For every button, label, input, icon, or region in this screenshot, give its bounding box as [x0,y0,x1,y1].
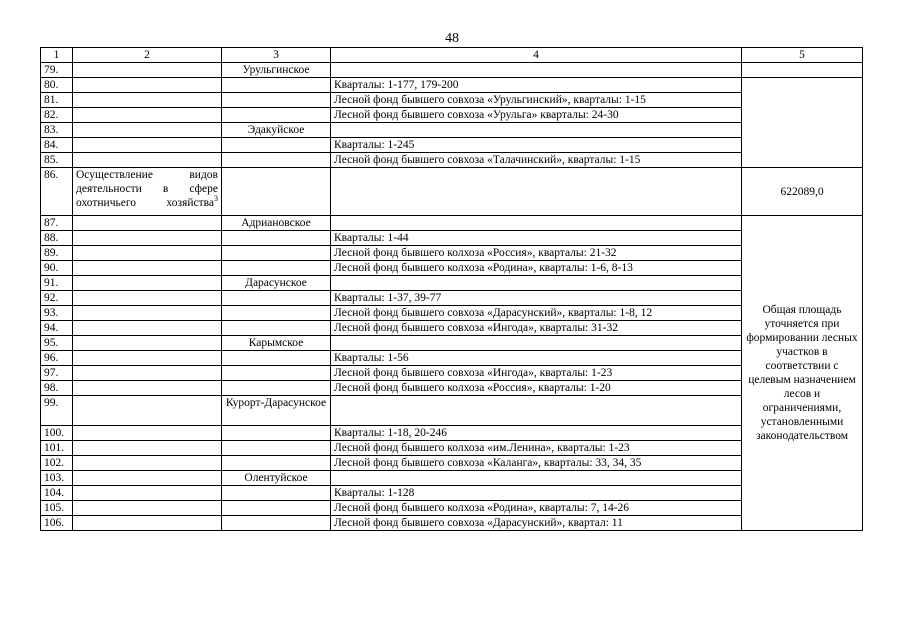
row-number: 102. [41,456,73,471]
quarters-cell: Кварталы: 1-37, 39-77 [331,291,742,306]
table-row [41,471,863,486]
quarters-cell [331,396,742,426]
quarters-cell: Кварталы: 1-56 [331,351,742,366]
table-row [41,153,863,168]
activity-type-cell [73,153,222,168]
table-row [41,138,863,153]
table-row [41,63,863,78]
forestry-district-cell: Олентуйское [222,471,331,486]
forestry-district-cell [222,246,331,261]
table-row [41,366,863,381]
row-number: 94. [41,321,73,336]
quarters-cell: Лесной фонд бывшего совхоза «Талачинский», кварталы: 1-15 [331,153,742,168]
activity-type-cell [73,138,222,153]
quarters-cell [331,63,742,78]
row-number: 91. [41,276,73,291]
activity-type-cell [73,78,222,93]
forestry-district-cell [222,486,331,501]
table-row [41,78,863,93]
table-row [41,231,863,246]
forestry-district-cell [222,381,331,396]
activity-type-cell [73,123,222,138]
forestry-district-cell: Курорт-Дарасунское [222,396,331,426]
quarters-cell: Кварталы: 1-44 [331,231,742,246]
forest-areas-table [40,47,863,531]
activity-type-cell [73,366,222,381]
row-number: 86. [41,168,73,216]
forestry-district-cell [222,516,331,531]
footnote-marker: 3 [214,194,218,204]
forestry-district-cell: Адриановское [222,216,331,231]
row-number: 84. [41,138,73,153]
forestry-district-cell [222,351,331,366]
quarters-cell: Лесной фонд бывшего совхоза «Ингода», кварталы: 31-32 [331,321,742,336]
quarters-cell: Лесной фонд бывшего колхоза «Россия», кварталы: 1-20 [331,381,742,396]
column-header: 5 [742,48,863,63]
activity-type-cell [73,63,222,78]
quarters-cell: Лесной фонд бывшего совхоза «Ингода», кварталы: 1-23 [331,366,742,381]
quarters-cell: Кварталы: 1-245 [331,138,742,153]
quarters-cell: Лесной фонд бывшего совхоза «Урульга» кварталы: 24-30 [331,108,742,123]
table-row [41,168,863,216]
column-header: 2 [73,48,222,63]
column-header: 1 [41,48,73,63]
quarters-cell [331,471,742,486]
row-number: 83. [41,123,73,138]
row-number: 95. [41,336,73,351]
activity-type-cell [73,336,222,351]
table-row [41,441,863,456]
table-row [41,351,863,366]
activity-type-cell [73,246,222,261]
activity-type-cell [73,168,222,216]
forestry-district-cell [222,291,331,306]
table-row [41,336,863,351]
table-row [41,261,863,276]
quarters-cell: Лесной фонд бывшего колхоза «им.Ленина», кварталы: 1-23 [331,441,742,456]
quarters-cell: Кварталы: 1-177, 179-200 [331,78,742,93]
activity-type-cell [73,441,222,456]
total-area-value: 622089,0 [742,168,863,216]
table-header-row [41,48,863,63]
row-number: 82. [41,108,73,123]
row-number: 96. [41,351,73,366]
table-row [41,246,863,261]
table-row [41,516,863,531]
column-header: 3 [222,48,331,63]
quarters-cell: Лесной фонд бывшего совхоза «Каланга», кварталы: 33, 34, 35 [331,456,742,471]
forestry-district-cell [222,456,331,471]
row-number: 88. [41,231,73,246]
activity-type-cell [73,471,222,486]
row-number: 80. [41,78,73,93]
row-number: 93. [41,306,73,321]
activity-type-cell [73,321,222,336]
activity-type-cell [73,516,222,531]
table-row [41,396,863,426]
quarters-cell: Лесной фонд бывшего совхоза «Урульгинский», кварталы: 1-15 [331,93,742,108]
quarters-cell: Лесной фонд бывшего совхоза «Дарасунский», кварталы: 1-8, 12 [331,306,742,321]
row-number: 97. [41,366,73,381]
quarters-cell: Лесной фонд бывшего колхоза «Родина», кварталы: 7, 14-26 [331,501,742,516]
quarters-cell: Кварталы: 1-128 [331,486,742,501]
forestry-district-cell [222,93,331,108]
activity-type-cell [73,486,222,501]
activity-type-cell [73,276,222,291]
activity-type-cell [73,456,222,471]
column-header: 4 [331,48,742,63]
row-number: 105. [41,501,73,516]
table-row [41,501,863,516]
quarters-cell [331,123,742,138]
table-row [41,123,863,138]
quarters-cell: Лесной фонд бывшего совхоза «Дарасунский», квартал: 11 [331,516,742,531]
activity-type-cell [73,108,222,123]
forestry-district-cell [222,306,331,321]
row-number: 104. [41,486,73,501]
activity-type-cell [73,231,222,246]
activity-type-cell [73,216,222,231]
forestry-district-cell [222,441,331,456]
forestry-district-cell: Дарасунское [222,276,331,291]
table-row [41,276,863,291]
forestry-district-cell [222,153,331,168]
table-row [41,216,863,231]
quarters-cell [331,216,742,231]
quarters-cell: Лесной фонд бывшего колхоза «Россия», кварталы: 21-32 [331,246,742,261]
table-row [41,321,863,336]
activity-type-cell [73,306,222,321]
activity-type-cell [73,93,222,108]
activity-type-cell [73,396,222,426]
quarters-cell: Кварталы: 1-18, 20-246 [331,426,742,441]
table-row [41,456,863,471]
row-number: 85. [41,153,73,168]
table-row [41,93,863,108]
activity-type-text: Осуществление видов деятельности в сфере охотничьего хозяйства [76,169,218,209]
forestry-district-cell: Урульгинское [222,63,331,78]
area-note: Общая площадь уточняется при формировании лесных участков в соответствии с целевым назначением лесов и ограничениями, установленными законодательством [742,216,863,531]
quarters-cell [331,336,742,351]
area-cell-empty [742,63,863,78]
page-number: 48 [445,31,459,46]
table-row [41,426,863,441]
row-number: 106. [41,516,73,531]
row-number: 89. [41,246,73,261]
table-row [41,486,863,501]
table-row [41,306,863,321]
row-number: 101. [41,441,73,456]
row-number: 92. [41,291,73,306]
row-number: 79. [41,63,73,78]
table-row [41,291,863,306]
forestry-district-cell [222,138,331,153]
forestry-district-cell [222,366,331,381]
activity-type-cell [73,381,222,396]
row-number: 99. [41,396,73,426]
forestry-district-cell [222,168,331,216]
forestry-district-cell [222,501,331,516]
forestry-district-cell [222,108,331,123]
area-cell-empty [742,78,863,168]
forestry-district-cell: Карымское [222,336,331,351]
forestry-district-cell: Эдакуйское [222,123,331,138]
row-number: 81. [41,93,73,108]
activity-type-cell [73,501,222,516]
table-row [41,381,863,396]
forestry-district-cell [222,261,331,276]
forestry-district-cell [222,426,331,441]
quarters-cell: Лесной фонд бывшего колхоза «Родина», кварталы: 1-6, 8-13 [331,261,742,276]
row-number: 98. [41,381,73,396]
activity-type-cell [73,351,222,366]
activity-type-cell [73,426,222,441]
quarters-cell [331,276,742,291]
forestry-district-cell [222,231,331,246]
table-row [41,108,863,123]
forestry-district-cell [222,321,331,336]
activity-type-cell [73,291,222,306]
activity-type-cell [73,261,222,276]
forestry-district-cell [222,78,331,93]
row-number: 90. [41,261,73,276]
row-number: 103. [41,471,73,486]
row-number: 87. [41,216,73,231]
quarters-cell [331,168,742,216]
row-number: 100. [41,426,73,441]
